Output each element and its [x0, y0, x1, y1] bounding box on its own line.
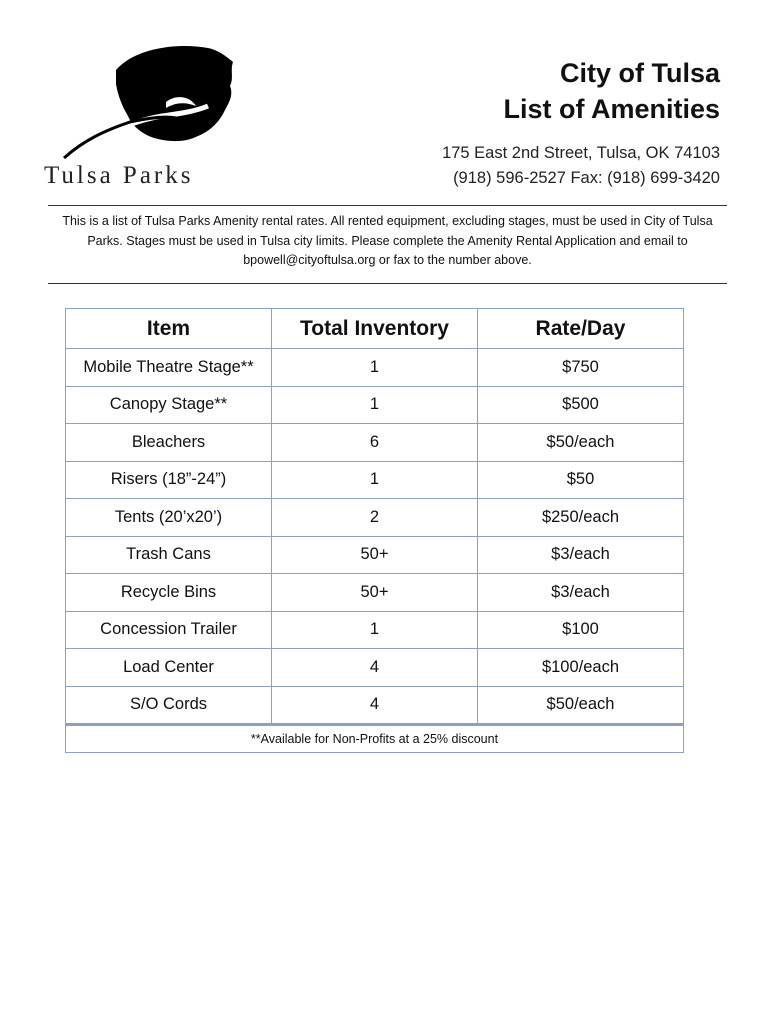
- inventory-cell: 6: [272, 424, 478, 462]
- inventory-cell: 50+: [272, 574, 478, 612]
- inventory-cell: 1: [272, 386, 478, 424]
- table-row: [66, 649, 684, 687]
- column-header-rate: Rate/Day: [478, 309, 684, 349]
- item-cell: Tents (20’x20’): [66, 499, 272, 537]
- item-cell: Load Center: [66, 649, 272, 687]
- divider-bottom: [48, 283, 727, 284]
- item-cell: Bleachers: [66, 424, 272, 462]
- inventory-cell: 1: [272, 611, 478, 649]
- amenities-table: [65, 308, 684, 753]
- rate-cell: $50/each: [478, 686, 684, 725]
- address-block: [442, 141, 720, 191]
- rate-cell: $500: [478, 386, 684, 424]
- table-row: [66, 386, 684, 424]
- table-row: [66, 461, 684, 499]
- address: 175 East 2nd Street, Tulsa, OK 74103: [442, 144, 720, 162]
- rate-cell: $3/each: [478, 574, 684, 612]
- column-header-item: Item: [66, 309, 272, 349]
- column-header-inventory: Total Inventory: [272, 309, 478, 349]
- rate-cell: $3/each: [478, 536, 684, 574]
- table-row: [66, 424, 684, 462]
- rate-cell: $100: [478, 611, 684, 649]
- item-cell: Risers (18”-24”): [66, 461, 272, 499]
- table-header-row: [66, 309, 684, 349]
- inventory-cell: 50+: [272, 536, 478, 574]
- item-cell: Recycle Bins: [66, 574, 272, 612]
- rate-cell: $50/each: [478, 424, 684, 462]
- inventory-cell: 1: [272, 349, 478, 387]
- table-row: [66, 349, 684, 387]
- item-cell: Concession Trailer: [66, 611, 272, 649]
- inventory-cell: 4: [272, 686, 478, 725]
- rate-cell: $250/each: [478, 499, 684, 537]
- inventory-cell: 4: [272, 649, 478, 687]
- inventory-cell: 2: [272, 499, 478, 537]
- item-cell: S/O Cords: [66, 686, 272, 725]
- table-row: [66, 499, 684, 537]
- rate-cell: $50: [478, 461, 684, 499]
- leaf-icon: [58, 40, 248, 160]
- table-row: [66, 686, 684, 725]
- table-row: [66, 611, 684, 649]
- logo-text: Tulsa Parks: [44, 162, 194, 189]
- divider-top: [48, 205, 727, 206]
- rate-cell: $750: [478, 349, 684, 387]
- tulsa-parks-logo: [40, 40, 260, 195]
- item-cell: Trash Cans: [66, 536, 272, 574]
- page-title: City of Tulsa: [559, 58, 720, 88]
- inventory-cell: 1: [272, 461, 478, 499]
- item-cell: Canopy Stage**: [66, 386, 272, 424]
- phone-fax: (918) 596-2527 Fax: (918) 699-3420: [453, 169, 720, 187]
- table-row: [66, 536, 684, 574]
- item-cell: Mobile Theatre Stage**: [66, 349, 272, 387]
- page-subtitle: List of Amenities: [503, 94, 720, 124]
- table-footnote: **Available for Non-Profits at a 25% discount: [66, 725, 684, 753]
- rate-cell: $100/each: [478, 649, 684, 687]
- header: [442, 55, 720, 191]
- intro-paragraph: This is a list of Tulsa Parks Amenity rental rates. All rented equipment, excluding stages, must be used in City of Tulsa Parks. Stages must be used in Tulsa city limits. Please complete the Amenity Rental Application and email to bpowell@cityoftulsa.org or fax to the number above.: [62, 214, 713, 267]
- table-footnote-row: [66, 725, 684, 753]
- table-row: [66, 574, 684, 612]
